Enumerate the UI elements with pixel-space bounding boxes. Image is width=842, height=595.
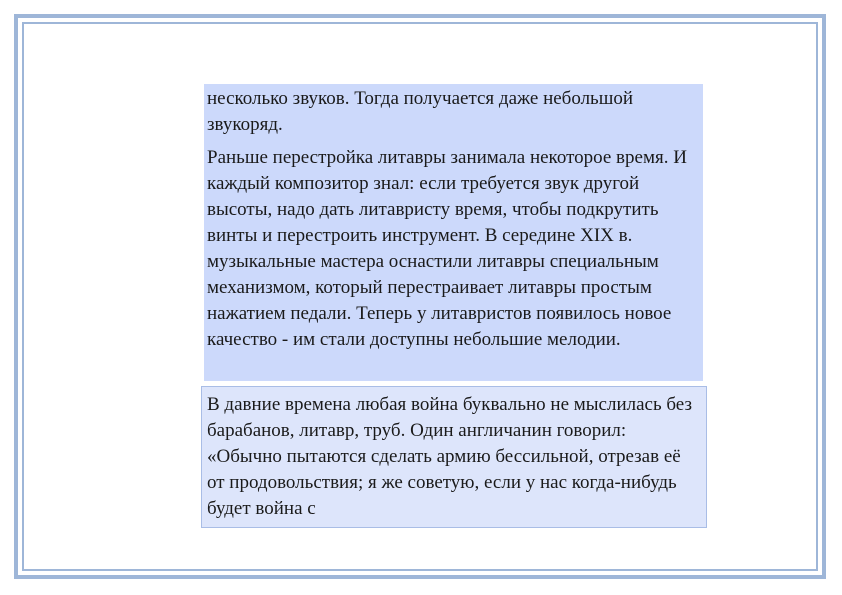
paragraph: Раньше перестройка литавры занимала некоторое время. И каждый композитор знал: если требуется звук другой высоты, надо дать литавристу время, чтобы подкрутить винты и перестроить инструмент. В середине XIX в. музыкальные мастера оснастили литавры специальным механизмом, который перестраивает литавры простым нажатием педали. Теперь у литавристов появилось новое качество - им стали доступны небольшие мелодии. [207, 147, 687, 350]
text-block-top[interactable] [204, 84, 703, 381]
text-block-bottom[interactable] [201, 386, 707, 528]
paragraph: несколько звуков. Тогда получается даже небольшой звукоряд. [207, 88, 634, 135]
paragraph: В давние времена любая война буквально не мыслилась без барабанов, литавр, труб. Один англичанин говорил: «Обычно пытаются сделать армию бессильной, отрезав её от продовольствия; я же советую, если у нас когда-нибудь будет война с [207, 394, 692, 519]
